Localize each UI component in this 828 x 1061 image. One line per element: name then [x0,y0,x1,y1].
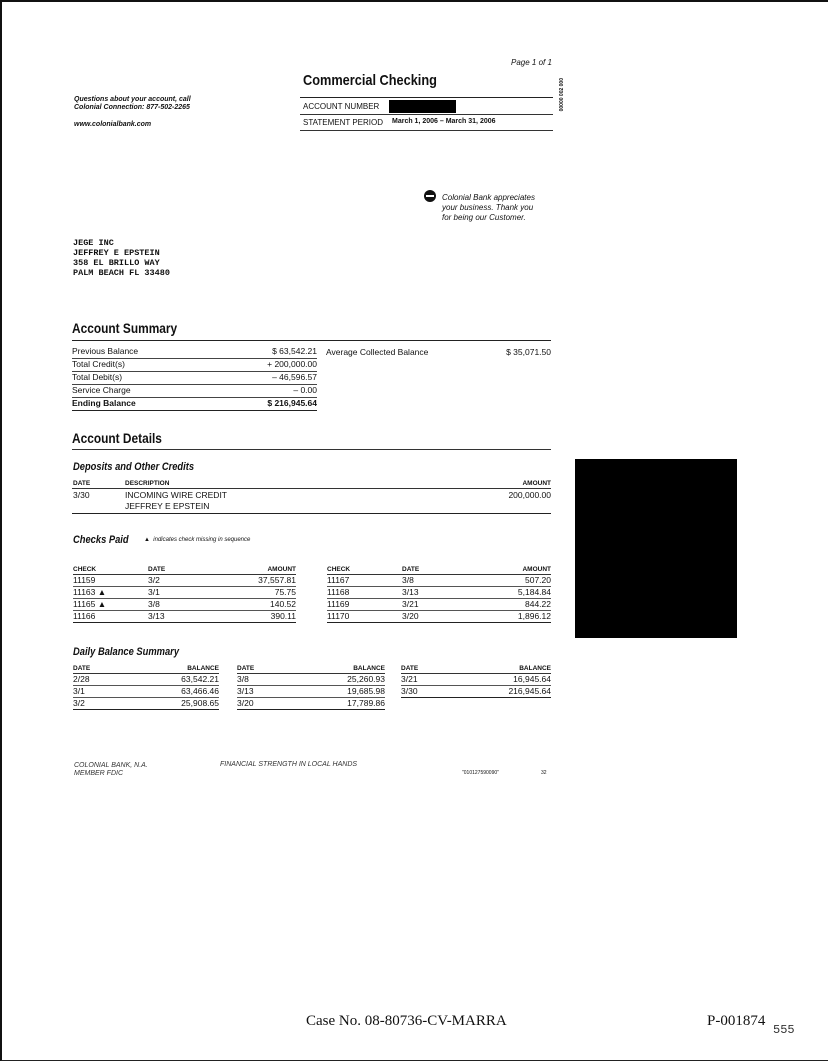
daily-header [73,665,219,674]
missing-triangle-icon: ▲ [144,537,150,543]
check-number: 11168 [327,587,350,597]
daily-balance: 19,685.98 [347,686,385,696]
checks-table-right [327,566,551,623]
questions-line1: Questions about your account, call [74,96,191,103]
daily-row [237,674,385,686]
deposit-desc-line2: JEFFREY E EPSTEIN [125,501,210,511]
daily-row [401,686,551,698]
footer-num: 32 [541,770,547,776]
daily-col-balance: BALANCE [519,665,551,672]
account-summary-title: Account Summary [72,320,178,336]
deposits-col-date: DATE [73,480,91,487]
summary-label: Ending Balance [72,398,136,408]
daily-date: 3/1 [73,686,85,696]
checks-header-right [327,566,551,575]
statement-period-label: STATEMENT PERIOD [303,118,384,127]
summary-label: Total Debit(s) [72,372,123,382]
bank-name: COLONIAL BANK, N.A. [74,762,148,769]
check-amount: 390.11 [270,611,296,621]
questions-line2: Colonial Connection: 877-502-2265 [74,104,190,111]
appreciation-line2: your business. Thank you [442,203,534,212]
check-row [73,587,296,599]
checks-table-left [73,566,296,623]
summary-row-ending [72,398,317,411]
checks-title: Checks Paid [73,534,129,546]
daily-balance: 25,260.93 [347,674,385,684]
check-row [73,575,296,587]
footer-slogan: FINANCIAL STRENGTH IN LOCAL HANDS [220,761,358,768]
deposit-desc-line1: INCOMING WIRE CREDIT [125,490,227,500]
summary-value: – 46,596.57 [272,372,317,382]
checks-col-amount: AMOUNT [267,566,296,573]
daily-balance-title: Daily Balance Summary [73,646,180,658]
website: www.colonialbank.com [74,121,152,128]
check-number: 11159 [73,575,96,585]
check-amount: 37,557.81 [258,575,296,585]
daily-row [73,698,219,710]
redaction-block [575,459,737,638]
check-amount: 1,896.12 [517,611,551,621]
questions-block [74,96,191,112]
daily-row [73,686,219,698]
check-date: 3/20 [402,611,419,621]
daily-col-1 [73,665,219,710]
check-date: 3/8 [148,599,160,609]
checks-col-amount: AMOUNT [522,566,551,573]
account-number-redaction [389,100,456,113]
mailing-address [73,238,170,278]
checks-col-date: DATE [148,566,166,573]
summary-value: $ 63,542.21 [272,346,317,356]
daily-date: 3/21 [401,674,418,684]
account-number-label: ACCOUNT NUMBER [303,102,380,111]
check-amount: 140.52 [270,599,296,609]
summary-row-credits [72,359,317,372]
daily-date: 3/8 [237,674,249,684]
appreciation-line3: for being our Customer. [442,213,526,222]
details-rule [72,449,551,450]
checks-note-text: indicates check missing in sequence [153,537,251,543]
checks-col-check: CHECK [73,566,97,573]
daily-date: 3/20 [237,698,254,708]
daily-col-date: DATE [73,665,91,672]
daily-date: 2/28 [73,674,90,684]
summary-label: Total Credit(s) [72,359,125,369]
check-date: 3/13 [402,587,419,597]
check-date: 3/8 [402,575,414,585]
check-amount: 844.22 [525,599,551,609]
appreciation-line1: Colonial Bank appreciates [442,193,535,202]
statement-period-value: March 1, 2006 – March 31, 2006 [392,118,496,125]
check-row [327,599,551,611]
check-row [327,575,551,587]
avg-collected-value: $ 35,071.50 [506,347,551,357]
daily-date: 3/30 [401,686,418,696]
daily-row [73,674,219,686]
header-rule-bottom [300,130,553,131]
summary-value: + 200,000.00 [267,359,317,369]
case-number: Case No. 08-80736-CV-MARRA [306,1013,507,1029]
daily-balance: 16,945.64 [513,674,551,684]
colonial-logo-icon [424,190,436,202]
deposit-date: 3/30 [73,490,90,500]
address-line: JEFFREY E EPSTEIN [73,248,160,258]
daily-date: 3/13 [237,686,254,696]
check-row [327,611,551,623]
deposit-description [125,490,227,512]
deposits-header-rule [72,488,551,489]
daily-col-2 [237,665,385,710]
address-line: PALM BEACH FL 33480 [73,268,170,278]
checks-note [144,537,250,543]
page-number: Page 1 of 1 [511,58,552,67]
check-row [327,587,551,599]
daily-col-balance: BALANCE [187,665,219,672]
daily-row [237,698,385,710]
check-date: 3/13 [148,611,165,621]
daily-col-3 [401,665,551,698]
check-number: 11165 ▲ [73,599,107,609]
check-amount: 75.75 [274,587,296,597]
check-number: 11167 [327,575,350,585]
deposits-title: Deposits and Other Credits [73,461,195,473]
check-date: 3/21 [402,599,419,609]
daily-row [401,674,551,686]
header-rule-mid [300,114,553,115]
check-number: 11166 [73,611,96,621]
avg-collected-label: Average Collected Balance [326,347,429,357]
statement-title: Commercial Checking [303,72,437,89]
summary-table [72,346,317,411]
deposit-amount: 200,000.00 [508,490,551,500]
bank-name-block [74,762,148,778]
check-number: 11170 [327,611,350,621]
daily-col-balance: BALANCE [353,665,385,672]
check-row [73,611,296,623]
side-code: 00000 002 000 [559,78,565,112]
deposits-col-amount: AMOUNT [522,480,551,487]
address-line: JEGE INC [73,238,114,248]
daily-header [401,665,551,674]
daily-balance: 17,789.86 [347,698,385,708]
check-number: 11163 ▲ [73,587,107,597]
deposits-bottom-rule [72,513,551,514]
summary-value: – 0.00 [293,385,317,395]
footer-code: "010127590090" [462,770,499,776]
summary-row-previous [72,346,317,359]
deposits-col-description: DESCRIPTION [125,480,170,487]
daily-balance: 216,945.64 [508,686,551,696]
check-number: 11169 [327,599,350,609]
check-date: 3/1 [148,587,160,597]
header-rule-top [300,97,553,98]
daily-col-date: DATE [401,665,419,672]
summary-label: Previous Balance [72,346,139,356]
daily-balance: 63,466.46 [181,686,219,696]
daily-balance: 25,908.65 [181,698,219,708]
appreciation-text [442,193,535,223]
summary-row-service [72,385,317,398]
checks-col-date: DATE [402,566,420,573]
address-line: 358 EL BRILLO WAY [73,258,160,268]
daily-header [237,665,385,674]
check-row [73,599,296,611]
checks-header-left [73,566,296,575]
summary-row-debits [72,372,317,385]
checks-col-check: CHECK [327,566,351,573]
check-amount: 507.20 [525,575,551,585]
summary-label: Service Charge [72,385,131,395]
daily-row [237,686,385,698]
summary-rule [72,340,551,341]
daily-col-date: DATE [237,665,255,672]
summary-value: $ 216,945.64 [267,398,317,408]
check-date: 3/2 [148,575,160,585]
member-fdic: MEMBER FDIC [74,770,123,777]
check-amount: 5,184.84 [517,587,551,597]
account-details-title: Account Details [72,430,162,446]
daily-balance: 63,542.21 [181,674,219,684]
page-stamp: 555 [773,1023,795,1037]
daily-date: 3/2 [73,698,85,708]
bates-number: P-001874 [707,1013,766,1029]
